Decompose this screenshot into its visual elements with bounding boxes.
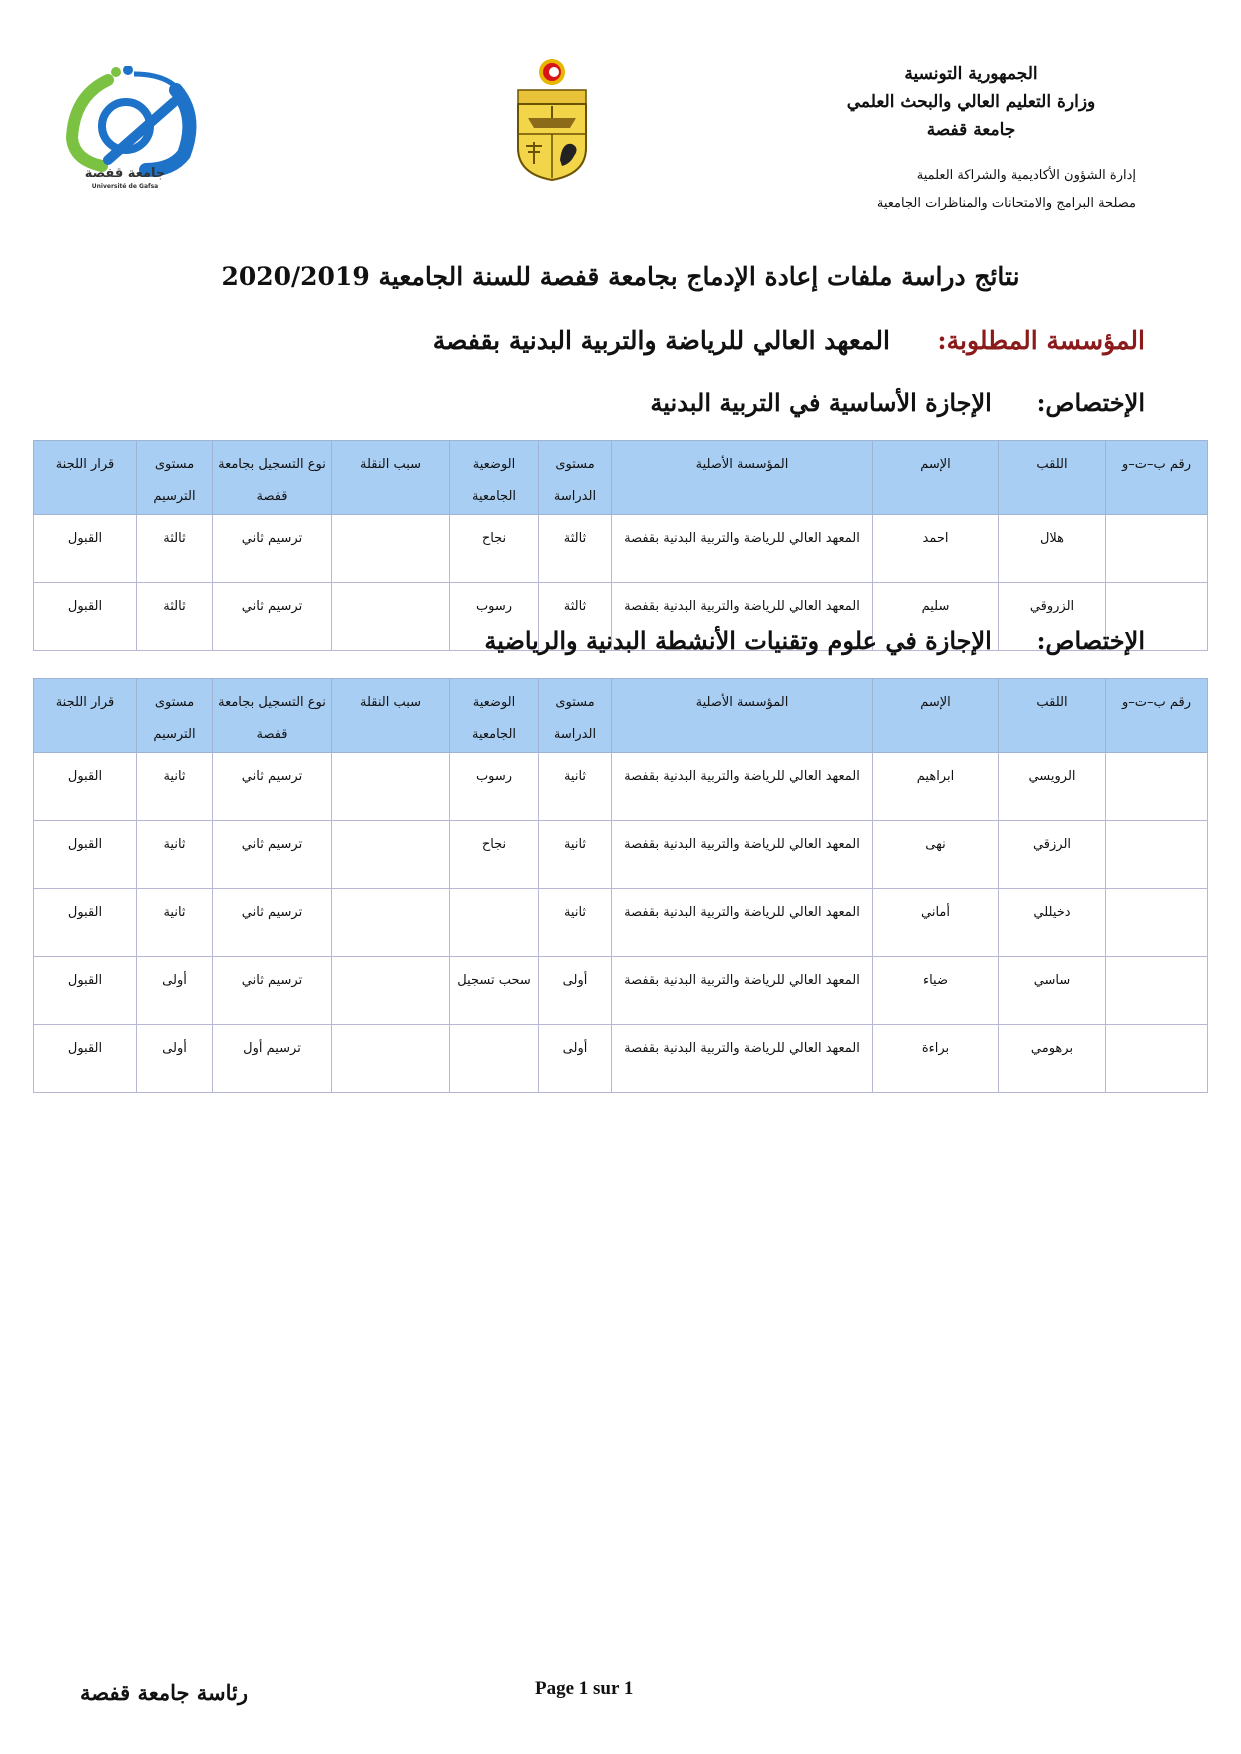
table-row [34, 889, 1208, 957]
university-logo [66, 66, 206, 196]
cell: ترسيم ثاني [213, 821, 332, 889]
cell [450, 1025, 539, 1093]
cell [332, 889, 450, 957]
cell [1106, 821, 1208, 889]
cell: ترسيم ثاني [213, 889, 332, 957]
table-row [34, 515, 1208, 583]
table-row [34, 821, 1208, 889]
republic-name: الجمهورية التونسية [904, 64, 1038, 84]
cell: أولى [137, 957, 213, 1025]
requested-institution-value: المعهد العالي للرياضة والتربية البدنية بقفصة [432, 326, 890, 355]
cell [1106, 515, 1208, 583]
col-header: نوع التسجيل بجامعة قفصة [213, 441, 332, 515]
cell: هلال [999, 515, 1106, 583]
cell: المعهد العالي للرياضة والتربية البدنية بقفصة [612, 957, 873, 1025]
cell: ثالثة [137, 515, 213, 583]
cell: ثانية [539, 821, 612, 889]
cell: ترسيم ثاني [213, 753, 332, 821]
service-name: مصلحة البرامج والامتحانات والمناظرات الجامعية [876, 196, 1136, 211]
logo-text: جامعة قفصة [84, 166, 166, 181]
cell [332, 1025, 450, 1093]
cell: ثانية [539, 753, 612, 821]
specialty-value: الإجازة الأساسية في التربية البدنية [650, 388, 992, 417]
cell: أماني [873, 889, 999, 957]
cell: الزروقي [999, 583, 1106, 651]
specialty-label: الإختصاص: [1036, 388, 1145, 417]
cell: ابراهيم [873, 753, 999, 821]
cell: رسوب [450, 753, 539, 821]
header-institution-block [806, 60, 1136, 144]
cell: ضياء [873, 957, 999, 1025]
cell: براءة [873, 1025, 999, 1093]
col-header: المؤسسة الأصلية [612, 679, 873, 753]
university-name: جامعة قفصة [926, 120, 1016, 140]
cell: أولى [539, 957, 612, 1025]
cell: المعهد العالي للرياضة والتربية البدنية بقفصة [612, 515, 873, 583]
specialty-value: الإجازة في علوم وتقنيات الأنشطة البدنية والرياضية [484, 626, 992, 655]
requested-institution [433, 326, 1145, 355]
department-block [806, 162, 1136, 218]
cell [332, 753, 450, 821]
cell: المعهد العالي للرياضة والتربية البدنية بقفصة [612, 821, 873, 889]
col-header: مستوى الترسيم [137, 441, 213, 515]
cell: ثانية [137, 821, 213, 889]
cell: ثالثة [539, 515, 612, 583]
cell: المعهد العالي للرياضة والتربية البدنية بقفصة [612, 1025, 873, 1093]
cell: القبول [34, 515, 137, 583]
col-header: قرار اللجنة [34, 679, 137, 753]
cell: المعهد العالي للرياضة والتربية البدنية بقفصة [612, 583, 873, 651]
cell: الرويسي [999, 753, 1106, 821]
col-header: مستوى الدراسة [539, 679, 612, 753]
cell: ساسي [999, 957, 1106, 1025]
cell: القبول [34, 889, 137, 957]
cell: ثالثة [137, 583, 213, 651]
cell: برهومي [999, 1025, 1106, 1093]
cell: سحب تسجيل [450, 957, 539, 1025]
col-header: مستوى الدراسة [539, 441, 612, 515]
specialty-label: الإختصاص: [1036, 626, 1145, 655]
cell [450, 889, 539, 957]
requested-institution-label: المؤسسة المطلوبة: [937, 326, 1145, 355]
cell [1106, 889, 1208, 957]
ministry-name: وزارة التعليم العالي والبحث العلمي [846, 92, 1096, 112]
page-title: نتائج دراسة ملفات إعادة الإدماج بجامعة قفصة للسنة الجامعية 2020/2019 [221, 262, 1020, 291]
col-header: قرار اللجنة [34, 441, 137, 515]
col-header: اللقب [999, 441, 1106, 515]
cell: ترسيم ثاني [213, 583, 332, 651]
cell: القبول [34, 957, 137, 1025]
table-row [34, 957, 1208, 1025]
col-header: نوع التسجيل بجامعة قفصة [213, 679, 332, 753]
table-header-row [34, 679, 1208, 753]
cell: نجاح [450, 515, 539, 583]
col-header: سبب النقلة [332, 441, 450, 515]
cell: القبول [34, 1025, 137, 1093]
cell: القبول [34, 583, 137, 651]
cell: ترسيم أول [213, 1025, 332, 1093]
specialty-heading-2 [484, 626, 1145, 655]
specialty-heading-1 [650, 388, 1145, 417]
cell: نهى [873, 821, 999, 889]
cell [332, 515, 450, 583]
cell: ثانية [137, 889, 213, 957]
cell: سليم [873, 583, 999, 651]
col-header: الوضعية الجامعية [450, 441, 539, 515]
page-number: Page 1 sur 1 [535, 1678, 634, 1699]
cell [1106, 1025, 1208, 1093]
cell: أولى [137, 1025, 213, 1093]
col-header: الوضعية الجامعية [450, 679, 539, 753]
col-header: الإسم [873, 441, 999, 515]
col-header: مستوى الترسيم [137, 679, 213, 753]
col-header: رقم ب–ت–و [1106, 679, 1208, 753]
results-table-1 [33, 440, 1208, 651]
cell: المعهد العالي للرياضة والتربية البدنية بقفصة [612, 889, 873, 957]
cell: الرزقي [999, 821, 1106, 889]
department-name: إدارة الشؤون الأكاديمية والشراكة العلمية [916, 168, 1136, 183]
cell: المعهد العالي للرياضة والتربية البدنية بقفصة [612, 753, 873, 821]
col-header: الإسم [873, 679, 999, 753]
table-header-row [34, 441, 1208, 515]
cell [332, 821, 450, 889]
col-header: سبب النقلة [332, 679, 450, 753]
tunisia-coat-of-arms-icon [512, 56, 592, 184]
table-row [34, 1025, 1208, 1093]
cell: ترسيم ثاني [213, 515, 332, 583]
col-header: رقم ب–ت–و [1106, 441, 1208, 515]
cell [332, 957, 450, 1025]
cell [332, 583, 450, 651]
cell: ترسيم ثاني [213, 957, 332, 1025]
col-header: المؤسسة الأصلية [612, 441, 873, 515]
cell: ثانية [539, 889, 612, 957]
signature-label: رئاسة جامعة قفصة [80, 1680, 249, 1705]
col-header: اللقب [999, 679, 1106, 753]
cell: احمد [873, 515, 999, 583]
cell: رسوب [450, 583, 539, 651]
cell: دخيللي [999, 889, 1106, 957]
cell [1106, 753, 1208, 821]
logo-subtext: Université de Gafsa [91, 183, 159, 190]
cell: ثانية [137, 753, 213, 821]
cell: نجاح [450, 821, 539, 889]
cell: أولى [539, 1025, 612, 1093]
cell [1106, 957, 1208, 1025]
cell: ثالثة [539, 583, 612, 651]
cell: القبول [34, 821, 137, 889]
table-row [34, 753, 1208, 821]
results-table-2 [33, 678, 1208, 1093]
cell: القبول [34, 753, 137, 821]
